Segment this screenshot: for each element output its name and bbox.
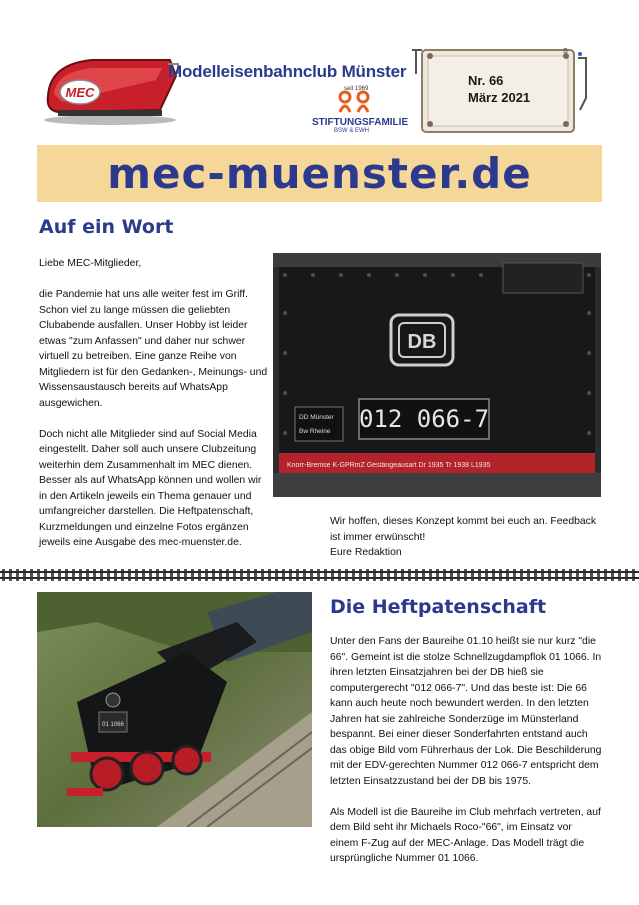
track-sleeper: [226, 569, 229, 581]
track-sleeper: [268, 569, 271, 581]
sign-off: Eure Redaktion: [330, 547, 402, 558]
track-sleeper: [548, 569, 551, 581]
track-sleeper: [254, 569, 257, 581]
track-sleeper: [471, 569, 474, 581]
track-sleeper: [436, 569, 439, 581]
track-sleeper: [86, 569, 89, 581]
track-sleeper: [597, 569, 600, 581]
track-sleeper: [513, 569, 516, 581]
track-sleeper: [492, 569, 495, 581]
track-sleeper: [128, 569, 131, 581]
track-sleeper: [275, 569, 278, 581]
track-sleeper: [457, 569, 460, 581]
track-sleeper: [331, 569, 334, 581]
track-sleeper: [338, 569, 341, 581]
issue-date: März 2021: [468, 90, 531, 105]
track-sleeper: [541, 569, 544, 581]
track-sleeper: [289, 569, 292, 581]
article-closing: [330, 514, 605, 561]
banner-title: mec-muenster.de: [107, 149, 532, 198]
track-sleeper: [611, 569, 614, 581]
track-sleeper: [233, 569, 236, 581]
track-sleeper: [576, 569, 579, 581]
track-sleeper: [9, 569, 12, 581]
stiftungsfamilie-name: STIFTUNGSFAMILIE: [312, 117, 409, 128]
stiftungsfamilie-logo-icon: [334, 90, 376, 114]
paragraph: Unter den Fans der Baureihe 01.10 heißt sie nur kurz "die 66". Gemeint ist die stolze Schnellzugdampflok 01 1066. In ihren letzten Einsatzjahren bei der DB hieß sie computergerecht "012 066-7". Und das beste ist: Die 66 kann auch heute noch bewundert werden. In den letzten Jahren hat sie zahlreiche Sonderzüge im Münsterland bespannt. Bei einer dieser Sonderfahrten entstand auch das obige Bild vom Führerhaus der Lok. Die Beschilderung mit der EDV-gerechten Nummer 012 066-7 entspricht dem letzten Einsatzzustand bei der DB bis 1975.: [330, 636, 602, 787]
track-sleeper: [527, 569, 530, 581]
track-sleeper: [240, 569, 243, 581]
track-sleeper: [569, 569, 572, 581]
track-sleeper: [51, 569, 54, 581]
track-sleeper: [499, 569, 502, 581]
track-sleeper: [373, 569, 376, 581]
track-sleeper: [429, 569, 432, 581]
paragraph: Wir hoffen, dieses Konzept kommt bei euch an. Feedback ist immer erwünscht!: [330, 516, 597, 543]
article-body-auf-ein-wort: [39, 256, 271, 566]
track-sleeper: [310, 569, 313, 581]
track-sleeper: [618, 569, 621, 581]
tender-photo: [273, 253, 601, 497]
track-sleeper: [30, 569, 33, 581]
depot-plate-1: DD Münster: [299, 414, 334, 421]
depot-plate-2: Bw Rheine: [299, 428, 331, 435]
track-sleeper: [583, 569, 586, 581]
track-sleeper: [534, 569, 537, 581]
track-sleeper: [366, 569, 369, 581]
track-sleeper: [79, 569, 82, 581]
track-sleeper: [478, 569, 481, 581]
track-sleeper: [401, 569, 404, 581]
track-sleeper: [142, 569, 145, 581]
track-sleeper: [380, 569, 383, 581]
track-sleeper: [205, 569, 208, 581]
track-sleeper: [408, 569, 411, 581]
club-name: Modelleisenbahnclub Münster: [168, 62, 407, 81]
track-sleeper: [464, 569, 467, 581]
track-sleeper: [100, 569, 103, 581]
track-sleeper: [163, 569, 166, 581]
brake-stripe-text: Knorr-Bremse K-GPRmZ Gestängeausart Dr 1935 Tr 1938 L1935: [287, 462, 491, 469]
track-sleeper: [247, 569, 250, 581]
track-sleeper: [345, 569, 348, 581]
track-sleeper: [562, 569, 565, 581]
track-sleeper: [107, 569, 110, 581]
club-since: seit 1969: [344, 86, 369, 92]
model-locomotive-photo: [37, 592, 312, 827]
paragraph: Als Modell ist die Baureihe im Club mehrfach vertreten, auf dem Bild seht ihr Michaels Roco-"66", im Einsatz vor einem F-Zug auf der MEC-Anlage. Das Modell trägt die ursprüngliche Nummer 01 1066.: [330, 806, 601, 864]
track-sleeper: [219, 569, 222, 581]
article-heading-heftpatenschaft: Die Heftpatenschaft: [330, 596, 547, 618]
track-sleeper: [58, 569, 61, 581]
logo-letters: MEC: [65, 85, 95, 100]
stiftungsfamilie-subtitle: BSW & EWH: [334, 128, 370, 134]
track-sleeper: [44, 569, 47, 581]
track-sleeper: [632, 569, 635, 581]
issue-number: Nr. 66: [468, 73, 504, 88]
track-sleeper: [135, 569, 138, 581]
track-sleeper: [261, 569, 264, 581]
track-sleeper: [352, 569, 355, 581]
sign-corner-label: S: [563, 48, 568, 55]
track-sleeper: [415, 569, 418, 581]
track-sleeper: [37, 569, 40, 581]
track-sleeper: [198, 569, 201, 581]
loco-number-plate: 012 066-7: [358, 405, 490, 433]
mec-logo: [40, 50, 180, 130]
track-sleeper: [177, 569, 180, 581]
track-sleeper: [23, 569, 26, 581]
track-sleeper: [93, 569, 96, 581]
track-sleeper: [65, 569, 68, 581]
paragraph: die Pandemie hat uns alle weiter fest im Griff. Schon viel zu lange müssen die geliebten Clubabende ausfallen. Unser Hobby ist leider etwas "zum Anfassen" und daher nur schwer virtuell zu betreiben. Eine ganze Reihe von Mitgliedern ist für den Gedanken-, Meinungs- und Wissensaustausch bereits auf WhatsApp ausgewichen.: [39, 289, 268, 409]
track-sleeper: [16, 569, 19, 581]
track-sleeper: [282, 569, 285, 581]
track-sleeper: [296, 569, 299, 581]
paragraph: Doch nicht alle Mitglieder sind auf Social Media eingestellt. Daher soll auch unsere Clubzeitung weiterhin dem Zusammenhalt im MEC dienen. Besser als auf WhatsApp können und wollen wir in den Artikeln jeweils ein Thema genauer und umfangreicher darstellen. Die Heftpatenschaft, Kurzmeldungen und einzelne Fotos ergänzen jeweils eine Ausgabe des mec-muenster.de.: [39, 428, 262, 548]
track-sleeper: [443, 569, 446, 581]
track-sleeper: [387, 569, 390, 581]
model-number-plate: 01 1066: [102, 722, 124, 728]
track-sleeper: [2, 569, 5, 581]
track-sleeper: [604, 569, 607, 581]
db-logo-text: DB: [407, 331, 437, 353]
track-sleeper: [394, 569, 397, 581]
track-sleeper: [114, 569, 117, 581]
track-sleeper: [303, 569, 306, 581]
greeting: Liebe MEC-Mitglieder,: [39, 258, 142, 269]
track-sleeper: [590, 569, 593, 581]
track-sleeper: [149, 569, 152, 581]
track-sleeper: [450, 569, 453, 581]
track-sleeper: [485, 569, 488, 581]
track-sleeper: [191, 569, 194, 581]
track-sleeper: [520, 569, 523, 581]
track-sleeper: [506, 569, 509, 581]
track-sleeper: [422, 569, 425, 581]
track-sleeper: [625, 569, 628, 581]
article-body-heftpatenschaft: [330, 634, 602, 882]
track-sleeper: [72, 569, 75, 581]
website-banner: [37, 145, 602, 202]
track-sleeper: [156, 569, 159, 581]
track-divider: [0, 568, 639, 582]
track-sleeper: [555, 569, 558, 581]
track-sleeper: [121, 569, 124, 581]
article-heading-auf-ein-wort: Auf ein Wort: [39, 216, 174, 238]
track-sleeper: [170, 569, 173, 581]
track-sleeper: [184, 569, 187, 581]
track-sleeper: [359, 569, 362, 581]
track-sleeper: [324, 569, 327, 581]
track-sleeper: [317, 569, 320, 581]
track-sleeper: [212, 569, 215, 581]
